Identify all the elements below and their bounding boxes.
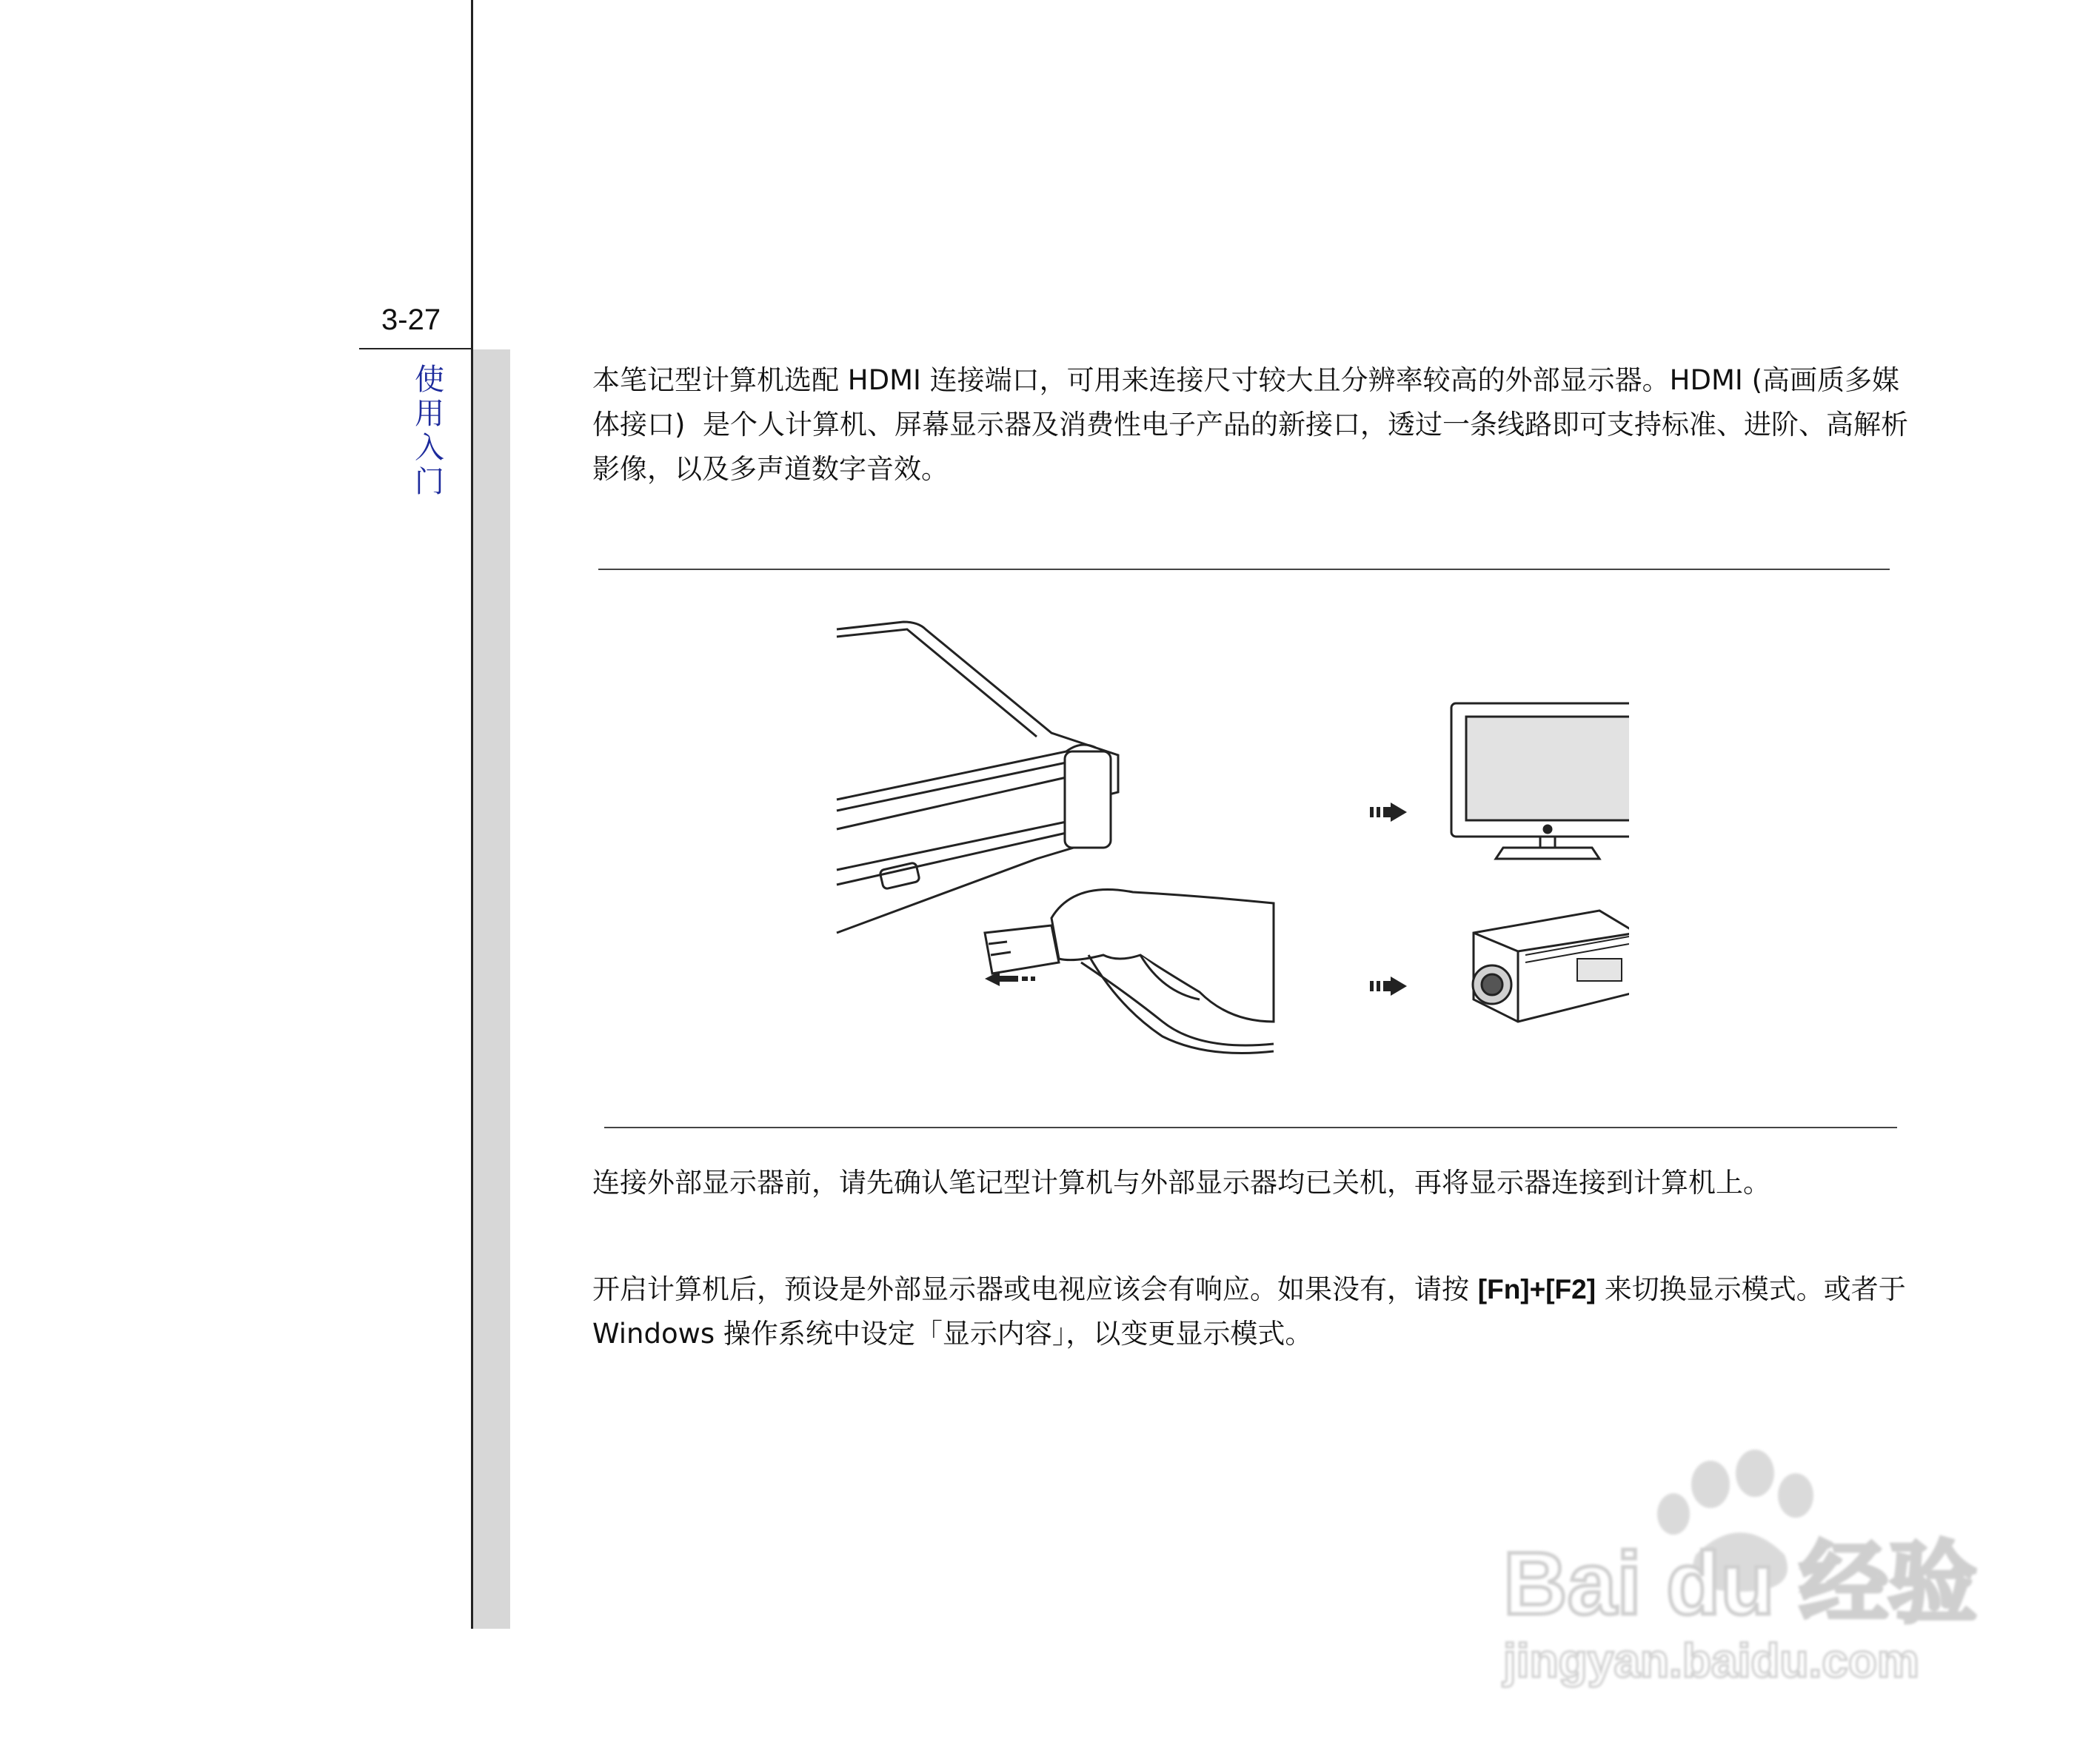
hotkey-label: [Fn]+[F2] [1477,1274,1596,1304]
dashed-arrow-icon [1370,977,1407,996]
page-number-rule [359,348,473,349]
intro-paragraph: 本笔记型计算机选配 HDMI 连接端口，可用来连接尺寸较大且分辨率较高的外部显示器。HDMI (高画质多媒体接口) 是个人计算机、屏幕显示器及消费性电子产品的新接口，透过一条线路即可支持标准、进阶、高解析影像，以及多声道数字音效。 [592,364,1908,485]
page-number: 3-27 [381,304,441,336]
step2-paragraph [592,1267,1918,1356]
hdmi-plug-hand [985,890,1274,1053]
watermark-brand: Bai du 经验 [1503,1534,1978,1633]
dashed-arrow-icon [1370,803,1407,822]
laptop-illustration [837,622,1118,933]
baidu-watermark [1488,1444,1992,1695]
section-label-char: 入 [415,431,444,465]
figure-top-rule [598,569,1890,570]
margin-strip [473,349,510,1629]
section-label-char: 门 [415,465,444,499]
section-label-char: 使 [415,363,444,397]
hdmi-connection-figure [815,607,1629,1111]
step1-paragraph: 连接外部显示器前，请先确认笔记型计算机与外部显示器均已关机，再将显示器连接到计算机上。 [592,1167,1770,1199]
step2-text-before: 开启计算机后，预设是外部显示器或电视应该会有响应。如果没有，请按 [592,1273,1478,1305]
figure-bottom-rule [604,1127,1897,1128]
projector-icon [1473,911,1629,1022]
section-label [415,363,444,499]
step2-text-after: 来切换显示模式。或者于 Windows 操作系统中设定「显示内容」，以变更显示模式。 [592,1273,1915,1350]
section-label-char: 用 [415,397,444,431]
watermark-url: jingyan.baidu.com [1503,1634,1919,1687]
tv-monitor-icon [1451,703,1629,859]
